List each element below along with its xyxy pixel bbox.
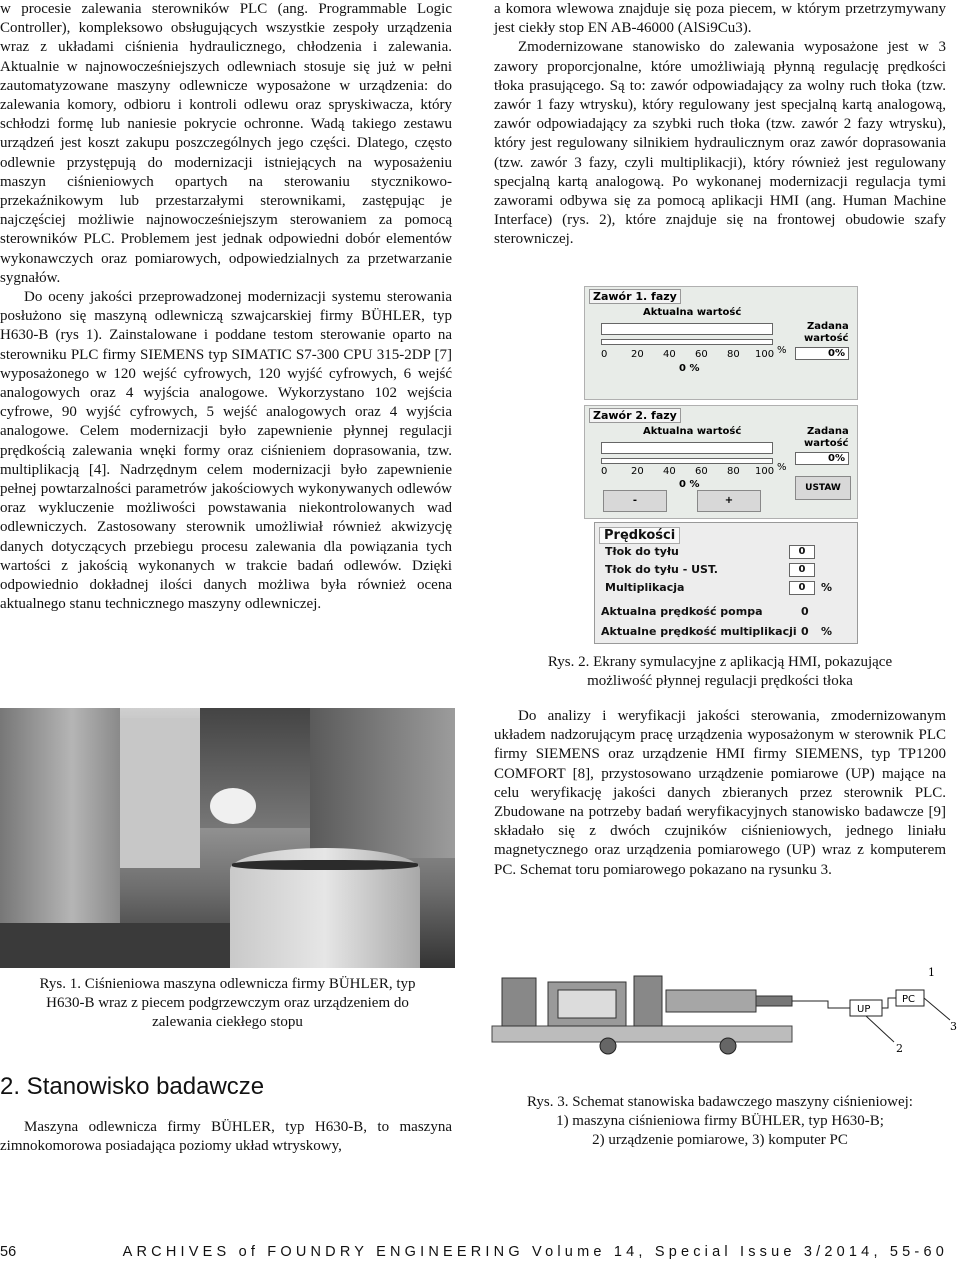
set-label: Zadana xyxy=(807,426,849,437)
percent-sign: % xyxy=(777,462,787,473)
actual-value: 0 % xyxy=(679,363,700,374)
photo-shape xyxy=(210,788,256,824)
machine-rod xyxy=(756,996,792,1006)
section-heading: 2. Stanowisko badawcze xyxy=(0,1073,265,1100)
paragraph: a komora wlewowa znajduje się poza piecem, w którym przetrzymywany jest ciekły stop EN AB-46000 (AlSi9Cu3). xyxy=(494,1,946,37)
speed-row-value: 0 xyxy=(801,625,809,638)
hmi-panel-phase2 xyxy=(584,405,858,519)
decrease-button[interactable]: - xyxy=(603,490,667,512)
tick-20: 20 xyxy=(631,466,644,477)
paragraph: Do oceny jakości przeprowadzonej modernizacji systemu sterowania posłużono się maszyną odlewniczą szwajcarskiej firmy BÜHLER, typ H630-B (rys 1). Zainstalowane i poddane testom sterowanie oparto na sterowniku PLC firmy SIEMENS typ SIMATIC S7-300 CPU 315-2DP [7] wyposażonego w 120 wejść cyfrowych, 120 wyjść cyfrowych, 6 wejść analogowych oraz 4 wyjścia analogowe. Wykorzystano 102 wejścia cyfrowe, 90 wyjść cyfrowych, 5 wejść analogowych oraz 4 wyjścia analogowe. Celem modernizacji było zapewnienie płynnej regulacji prędkością zalewania wnęki formy oraz ciśnieniem doprasowania, tzw. multiplikacją [4]. Nadrzędnym celem modernizacji było zapewnienie pełnej powtarzalności parametrów jakościowych wykonywanych odlewów oraz wykluczenie możliwości powstawania niekontrolowanych wad odlewniczych. Zastosowany sterownik umożliwiał również akwizycję danych dotyczących przebiegu procesu zalewania dla powiązania tych wartości z jakością wykonanych w trakcie badań odlewów. Dzięki odpowiednio dokładnej ilości danych możliwa była również ocena aktualnego stanu technicznego maszyny odlewniczej. xyxy=(0,289,452,613)
speed-row-unit: % xyxy=(821,581,833,594)
paragraph: Do analizy i weryfikacji jakości sterowania, zmodernizowanym układem nadzorującym pracę urządzenia wyposażonym w sterownik PLC firmy SIEMENS oraz urządzenie HMI firmy SIEMENS, typ TP1200 COMFORT [8], przystosowano urządzenie pomiarowe (UP) mające na celu weryfikację jakości danych zbieranych przez sterownik PLC. Zbudowane na potrzeby badań weryfikacyjnych stanowisko badawcze [9] składało się z dwóch czujników ciśnieniowych, jednego liniału magnetycznego oraz urządzenia pomiarowego (UP) wraz z komputerem PC. Schemat toru pomiarowego pokazano na rysunku 3. xyxy=(494,708,946,878)
caption-line: 2) urządzenie pomiarowe, 3) komputer PC xyxy=(592,1132,848,1148)
machine-wheel xyxy=(600,1038,616,1054)
paragraph: Zmodernizowane stanowisko do zalewania wyposażone jest w 3 zawory proporcjonalne, które umożliwiają płynną regulację prędkości tłoka prasującego. Są to: zawór odpowiadający za wolny ruch tłoka (tzw. zawór 1 fazy wtrysku), który regulowany jest specjalną kartą analogową, zawór odpowiadający za szybki ruch tłoka (tzw. zawór 2 fazy wtrysku), który jest regulowany silnikiem hydraulicznym oraz zawór doprasowania (tzw. zawór 3 fazy, czyli multiplikacji), który również jest regulowany specjalną kartą analogową. Po wykonanej modernizacji regulacja tymi zaworami odbywa się za pomocą aplikacji HMI (ang. Human Machine Interface) (rys. 2), które znajduje się na frontowej obudowie szafy sterowniczej. xyxy=(494,39,946,248)
percent-sign: % xyxy=(777,345,787,356)
caption-line: Rys. 1. Ciśnieniowa maszyna odlewnicza firmy BÜHLER, typ xyxy=(39,976,416,992)
caption-line: 1) maszyna ciśnieniowa firmy BÜHLER, typ H630-B; xyxy=(556,1113,884,1129)
actual-label: Aktualna wartość xyxy=(643,307,742,318)
paragraph: w procesie zalewania sterowników PLC (ang. Programmable Logic Controller), kompleksowo obsługujących wszystkie zespoły urządzenia wraz z układami ciśnienia hydraulicznego, chłodzenia i zalewania. Aktualnie w najnowocześniejszych odlewniach stosuje się już w pełni zautomatyzowane maszyny odlewnicze wyposażone w urządzenia: do zalewania komory, odbioru i kontroli odlewu oraz spryskiwacza, który schłodzi formę lub naniesie pokrycie ochronne. Wadą takiego zestawu urządzeń jest koszt zakupu poszczególnych jego części. Dlatego, często odlewnie przystępują do modernizacji istniejących na wyposażeniu maszyn ciśnieniowych opartych na sterowaniu stycznikowo-przekaźnikowym lub przestarzałymi sterownikami, zastępując je najczęściej możliwie najnowocześniejszym sterowaniem za pomocą sterowników PLC. Problemem jest jednak odpowiedni dobór elementów wykonawczych oraz pomiarowych, odpowiedzialnych za przetwarzanie sygnałów. xyxy=(0,1,452,286)
machine-cylinder xyxy=(666,990,756,1012)
label-1: 1 xyxy=(928,966,935,979)
set-label: Zadana xyxy=(807,321,849,332)
speed-row-value[interactable]: 0 xyxy=(789,563,815,577)
leader-line xyxy=(866,1016,894,1042)
ustaw-button[interactable]: USTAW xyxy=(795,476,851,500)
figure-2-caption xyxy=(494,653,946,691)
machine-frame-left xyxy=(502,978,536,1026)
speed-row-label: Aktualne prędkość multiplikacji xyxy=(601,625,797,638)
speeds-title: Prędkości xyxy=(599,527,680,544)
hmi-panel-phase1 xyxy=(584,286,858,400)
actual-value: 0 % xyxy=(679,479,700,490)
page-number: 56 xyxy=(0,1244,17,1260)
caption-line: zalewania ciekłego stopu xyxy=(152,1014,303,1030)
actual-bar xyxy=(601,323,773,335)
machine-photo xyxy=(0,708,455,968)
label-2: 2 xyxy=(896,1042,903,1055)
signal-line xyxy=(792,1001,850,1008)
up-label: UP xyxy=(857,1004,871,1015)
right-column-top xyxy=(494,0,946,250)
caption-line: Rys. 3. Schemat stanowiska badawczego maszyny ciśnieniowej: xyxy=(527,1094,913,1110)
caption-line: H630-B wraz z piecem podgrzewczym oraz urządzeniem do xyxy=(46,995,409,1011)
tick-80: 80 xyxy=(727,349,740,360)
caption-line: możliwość płynnej regulacji prędkości tłoka xyxy=(587,673,853,689)
set-value-field[interactable] xyxy=(795,347,849,360)
left-column xyxy=(0,0,452,615)
set-value: 0% xyxy=(828,348,845,359)
speed-row-value[interactable]: 0 xyxy=(789,581,815,595)
set-value-field[interactable] xyxy=(795,452,849,465)
set-value: 0% xyxy=(828,453,845,464)
speed-row-label: Aktualna prędkość pompa xyxy=(601,605,763,618)
label-3: 3 xyxy=(950,1020,957,1033)
section-text xyxy=(0,1118,452,1156)
tick-0: 0 xyxy=(601,466,608,477)
speed-row-value: 0 xyxy=(789,545,815,559)
machine-window xyxy=(558,990,616,1018)
tick-40: 40 xyxy=(663,349,676,360)
tick-80: 80 xyxy=(727,466,740,477)
caption-line: Rys. 2. Ekrany symulacyjne z aplikacją HMI, pokazujące xyxy=(547,654,893,670)
tick-0: 0 xyxy=(601,349,608,360)
tick-40: 40 xyxy=(663,466,676,477)
figure-3-caption xyxy=(494,1093,946,1150)
photo-shape xyxy=(120,718,200,868)
tick-60: 60 xyxy=(695,349,708,360)
signal-line xyxy=(882,998,896,1008)
speed-row-label: Tłok do tyłu - UST. xyxy=(605,563,718,576)
leader-line xyxy=(924,998,950,1020)
right-column-bottom xyxy=(494,707,946,880)
increase-button[interactable]: + xyxy=(697,490,761,512)
set-label: wartość xyxy=(804,333,849,344)
paragraph: Maszyna odlewnicza firmy BÜHLER, typ H630-B, to maszyna zimnokomorowa posiadająca poziomy układ wtryskowy, xyxy=(0,1119,452,1155)
panel-title: Zawór 2. fazy xyxy=(589,408,681,423)
set-label: wartość xyxy=(804,438,849,449)
actual-label: Aktualna wartość xyxy=(643,426,742,437)
pc-label: PC xyxy=(902,994,916,1005)
speed-row-label: Multiplikacja xyxy=(605,581,685,594)
journal-info: ARCHIVES of FOUNDRY ENGINEERING Volume 14, Special Issue 3/2014, 55-60 xyxy=(122,1244,948,1260)
tick-100: 100 xyxy=(755,349,775,360)
figure-1-caption xyxy=(0,975,455,1032)
tick-100: 100 xyxy=(755,466,775,477)
panel-title: Zawór 1. fazy xyxy=(589,289,681,304)
measurement-schematic xyxy=(488,960,958,1060)
actual-bar xyxy=(601,442,773,454)
machine-base xyxy=(492,1026,792,1042)
tick-20: 20 xyxy=(631,349,644,360)
speed-row-value: 0 xyxy=(801,605,809,618)
speed-row-label: Tłok do tyłu xyxy=(605,545,679,558)
machine-wheel xyxy=(720,1038,736,1054)
speed-row-unit: % xyxy=(821,625,833,638)
photo-shape xyxy=(0,923,230,968)
photo-shape xyxy=(232,860,418,870)
slider-track[interactable] xyxy=(601,339,773,345)
tick-60: 60 xyxy=(695,466,708,477)
photo-shape xyxy=(310,708,455,858)
hmi-speeds-panel xyxy=(594,522,858,644)
machine-frame-right xyxy=(634,976,662,1026)
slider-track[interactable] xyxy=(601,458,773,464)
